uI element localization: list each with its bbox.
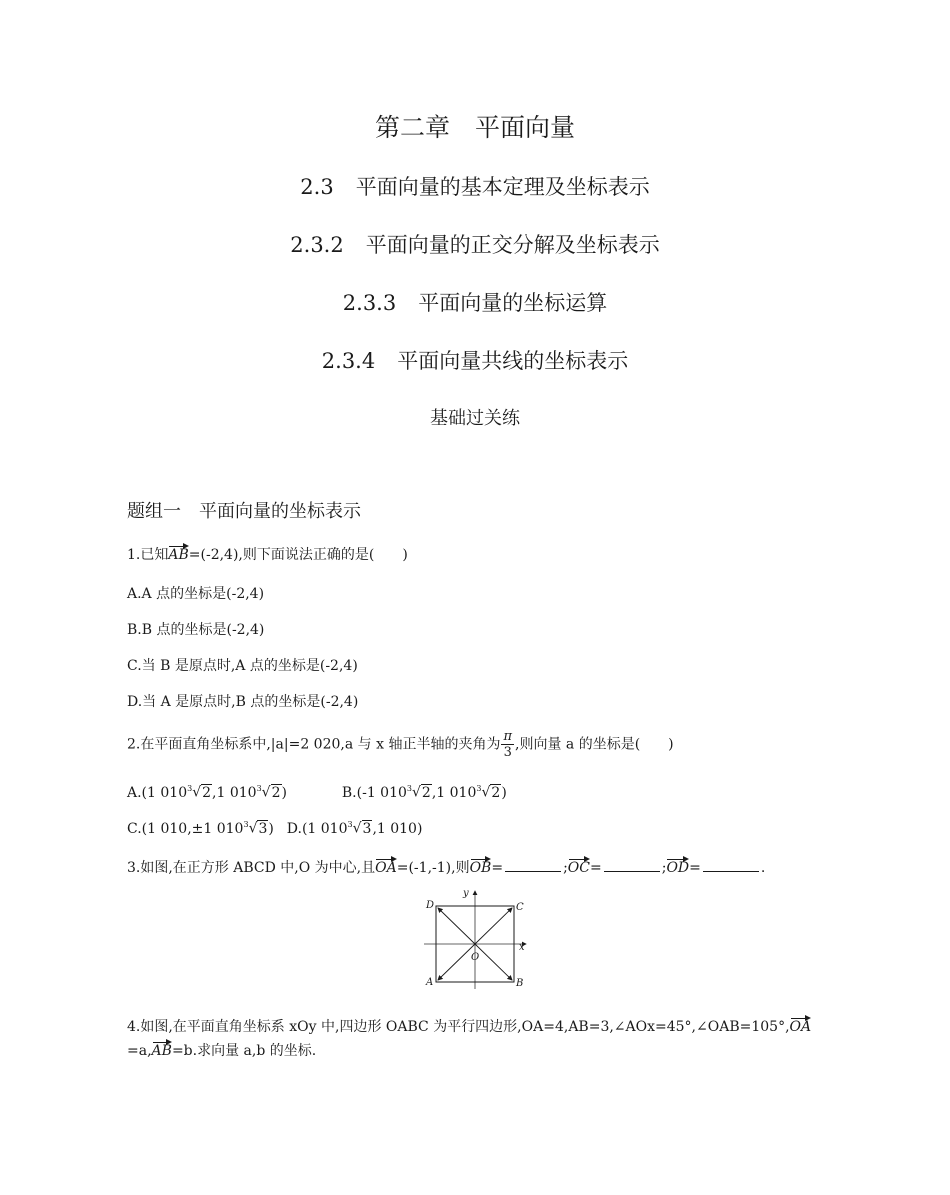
frac-numerator: π bbox=[503, 729, 512, 744]
q4-text: 4.如图,在平面直角坐标系 xOy 中,四边形 OABC 为平行四边形,OA=4,AB=3,∠AOx=45°,∠OAB=105°, bbox=[127, 1019, 790, 1035]
q1-option-b: B.B 点的坐标是(-2,4) bbox=[127, 622, 265, 638]
square-diagram bbox=[420, 885, 530, 995]
label-B: B bbox=[516, 978, 524, 989]
question-4-line-2 bbox=[127, 1040, 316, 1060]
fraction-pi-over-3 bbox=[501, 729, 514, 760]
section-heading-2-3 bbox=[0, 171, 950, 201]
vector-OA: OA bbox=[375, 857, 397, 876]
q1-prefix: 1.已知 bbox=[127, 547, 169, 563]
q2-options-cd bbox=[127, 820, 422, 837]
answer-blank-ob[interactable] bbox=[505, 870, 561, 872]
q2-option-a: A.(1 $010^3√2,1$ $010^3√2$) bbox=[127, 784, 287, 801]
question-1-stem bbox=[127, 544, 408, 564]
vector-oa-line bbox=[438, 944, 475, 980]
question-3-stem: 3.如图,在正方形 ABCD 中,O 为中心,且OA=(-1,-1),则OB= ;OC= ;OD= . bbox=[127, 857, 765, 877]
section-heading-2-3-2 bbox=[0, 229, 950, 259]
section-number: 2.3.4 bbox=[321, 349, 376, 373]
vector-OC: OC bbox=[568, 857, 590, 876]
label-O: O bbox=[471, 952, 480, 963]
q2-prefix: 2.在平面直角坐标系中,|a|=2 020,a 与 x 轴正半轴的夹角为 bbox=[127, 736, 501, 753]
section-title: 平面向量的基本定理及坐标表示 bbox=[355, 175, 650, 199]
section-title: 平面向量的正交分解及坐标表示 bbox=[365, 233, 660, 257]
section-number: 2.3.2 bbox=[290, 233, 344, 257]
q1-close-paren: ) bbox=[402, 547, 408, 563]
group-label: 题组一 bbox=[127, 501, 181, 522]
vector-AB: AB bbox=[152, 1040, 172, 1059]
cube-root: $^3$√2 bbox=[476, 784, 501, 801]
vector-od-line bbox=[438, 908, 475, 944]
q4-a-def: =a, bbox=[127, 1043, 152, 1059]
section-number: 2.3 bbox=[300, 175, 334, 199]
chapter-title: 第二章 平面向量 bbox=[374, 113, 575, 142]
frac-denominator: 3 bbox=[503, 745, 512, 760]
q2-options-ab bbox=[127, 784, 507, 801]
group-topic: 平面向量的坐标表示 bbox=[199, 501, 361, 522]
vector-OB: OB bbox=[470, 857, 492, 876]
section-heading-2-3-3 bbox=[0, 287, 950, 317]
q2-close-paren: ) bbox=[668, 736, 674, 753]
q2-suffix: ,则向量 a 的坐标是( bbox=[515, 736, 641, 753]
q4-b-def: =b.求向量 a,b 的坐标. bbox=[171, 1043, 317, 1059]
q2-option-d: D.(1 $010^3√3,1$ 010) bbox=[286, 820, 423, 837]
q2-option-b: B.(-1 $010^3√2,1$ $010^3√2$) bbox=[341, 784, 507, 801]
subtitle: 基础过关练 bbox=[430, 408, 520, 429]
q3-given: =(-1,-1),则 bbox=[396, 860, 470, 876]
q1-option-a: A.A 点的坐标是(-2,4) bbox=[127, 586, 265, 602]
section-heading-2-3-4 bbox=[0, 345, 950, 375]
q3-prefix: 3.如图,在正方形 ABCD 中,O 为中心,且 bbox=[127, 860, 376, 876]
q2-option-c: C.(1 010,±1 $010^3√3$) bbox=[127, 820, 274, 837]
section-title: 平面向量的坐标运算 bbox=[418, 291, 608, 315]
cube-root: $^3$√3 bbox=[347, 820, 372, 837]
cube-root: $^3$√2 bbox=[256, 784, 281, 801]
question-group-title bbox=[127, 497, 361, 523]
label-A: A bbox=[426, 977, 434, 988]
section-number: 2.3.3 bbox=[342, 291, 397, 315]
cube-root: $^3$√3 bbox=[243, 820, 268, 837]
question-4-line-1 bbox=[127, 1016, 811, 1036]
label-D: D bbox=[426, 900, 435, 911]
label-C: C bbox=[516, 902, 524, 913]
answer-blank-od[interactable] bbox=[703, 870, 759, 872]
vector-OD: OD bbox=[666, 857, 689, 876]
vector-OA: OA bbox=[790, 1016, 812, 1035]
q1-option-c: C.当 B 是原点时,A 点的坐标是(-2,4) bbox=[127, 658, 358, 674]
section-title: 平面向量共线的坐标表示 bbox=[397, 349, 629, 373]
square-abcd-figure bbox=[420, 885, 530, 995]
vector-oc-line bbox=[475, 908, 512, 944]
question-2-stem bbox=[127, 729, 674, 760]
answer-blank-oc[interactable] bbox=[604, 870, 660, 872]
q1-option-d: D.当 A 是原点时,B 点的坐标是(-2,4) bbox=[127, 694, 359, 710]
vector-AB: AB bbox=[168, 544, 188, 563]
cube-root: $^3$√2 bbox=[406, 784, 431, 801]
vector-ob-line bbox=[475, 944, 512, 980]
cube-root: $^3$√2 bbox=[187, 784, 212, 801]
label-y: y bbox=[463, 888, 469, 899]
q1-suffix: =(-2,4),则下面说法正确的是( bbox=[188, 547, 375, 563]
label-x: x bbox=[519, 942, 525, 953]
